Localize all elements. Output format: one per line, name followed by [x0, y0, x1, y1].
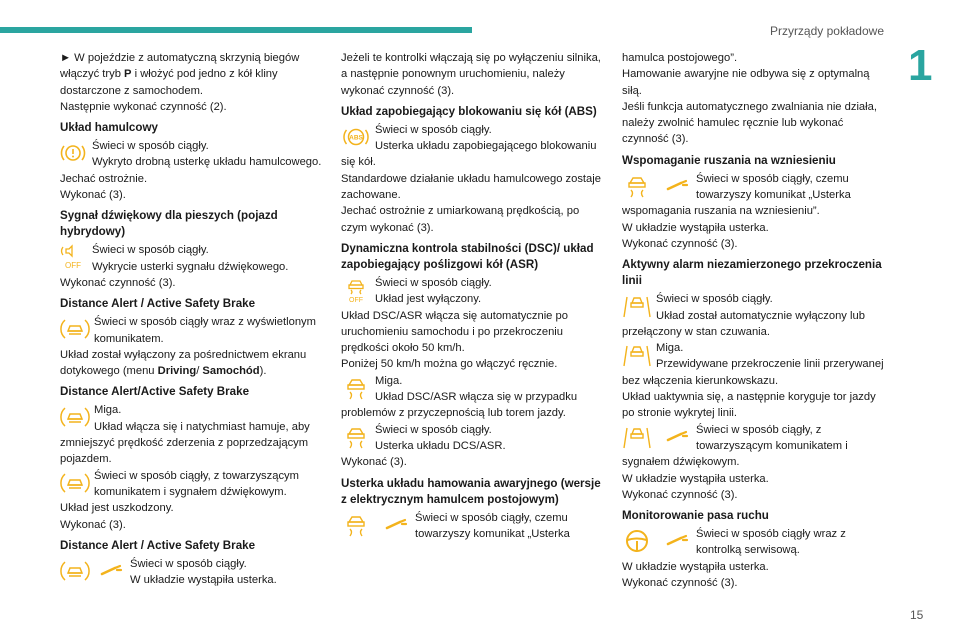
steering-wheel-icon	[622, 528, 652, 554]
entry-text: Świeci w sposób ciągły. Wykryto drobną usterkę układu hamulcowego. Jechać ostrożnie. Wykonać (3).	[60, 140, 322, 202]
lane-departure-icon	[622, 293, 652, 319]
warning-entry	[341, 422, 603, 471]
entry-text: Świeci w sposób ciągły. Wykrycie usterki sygnału dźwiękowego. Wykonać czynność (3).	[60, 244, 289, 289]
page-number: 15	[910, 608, 924, 622]
entry-text: Świeci w sposób ciągły wraz z kontrolką serwisową. W układzie wystąpiła usterka. Wykonać czynność (3).	[622, 528, 846, 590]
header-accent-bar	[0, 27, 472, 33]
section-title: Monitorowanie pasa ruchu	[622, 509, 769, 523]
wrench-icon	[662, 528, 692, 554]
intro-paragraph: hamulca postojowego”. Hamowanie awaryjne nie odbywa się z optymalną siłą. Jeśli funkcja automatycznego zwalniania nie działa, należy zwolnić hamulec ręcznie lub wykonać czynność (3).	[622, 52, 877, 146]
pedestrian-sound-off-icon	[60, 244, 88, 270]
entry-text: Miga. Układ włącza się i natychmiast hamuje, aby zmniejszyć prędkość zderzenia z poprzedzającym pojazdem.	[60, 404, 310, 466]
warning-entry	[622, 291, 884, 340]
distance-alert-icon	[60, 404, 90, 430]
wrench-icon	[381, 512, 411, 538]
distance-alert-icon	[60, 558, 90, 584]
warning-entry	[622, 340, 884, 421]
warning-entry	[341, 275, 603, 373]
warning-entry	[341, 373, 603, 422]
intro-step: Następnie wykonać czynność (2).	[60, 100, 227, 113]
page-header-title: Przyrządy pokładowe	[769, 24, 884, 38]
section-title: Aktywny alarm niezamierzonego przekroczenia linii	[622, 258, 882, 288]
column-1	[60, 50, 322, 588]
entry-text: Świeci w sposób ciągły. Układ jest wyłączony. Układ DSC/ASR włącza się automatycznie po uruchomieniu samochodu i po przekroczeniu prędkości około 50 km/h. Poniżej 50 km/h można go włączyć ręcznie.	[341, 276, 568, 371]
lane-departure-icon	[622, 424, 652, 450]
warning-entry	[622, 526, 884, 591]
svg-text:ABS: ABS	[349, 134, 363, 142]
section-title: Sygnał dźwiękowy dla pieszych (pojazd hybrydowy)	[60, 209, 278, 239]
dsc-icon	[341, 512, 371, 538]
dsc-icon	[341, 424, 371, 450]
section-title: Wspomaganie ruszania na wzniesieniu	[622, 153, 836, 167]
lane-departure-icon	[622, 342, 652, 368]
entry-text: Świeci w sposób ciągły. Usterka układu DCS/ASR. Wykonać (3).	[341, 423, 506, 469]
dsc-icon	[341, 375, 371, 401]
column-3	[622, 50, 884, 591]
distance-alert-icon	[60, 470, 90, 496]
section-title: Usterka układu hamowania awaryjnego (wersje z elektrycznym hamulcem postojowym)	[341, 476, 601, 506]
section-title: Distance Alert/Active Safety Brake	[60, 385, 250, 399]
warning-entry	[622, 171, 884, 252]
column-2	[341, 50, 603, 542]
warning-entry	[341, 510, 603, 543]
entry-text: Świeci w sposób ciągły wraz z wyświetlonym komunikatem. Układ został wyłączony za pośrednictwem ekranu dotykowego (menu Driving/ Samochód).	[60, 316, 316, 378]
entry-text: Miga. Przewidywane przekroczenie linii przerywanej bez włączenia kierunkowskazu. Układ uaktywnia się, a następnie koryguje tor jazdy po stronie wykrytej linii.	[622, 342, 884, 420]
dsc-icon	[622, 173, 652, 199]
distance-alert-icon	[60, 316, 90, 342]
entry-text: Świeci w sposób ciągły, czemu towarzyszy komunikat „Usterka wspomagania ruszania na wzniesieniu”. W układzie wystąpiła usterka. Wykonać czynność (3).	[622, 172, 851, 250]
warning-entry	[60, 242, 322, 291]
svg-text:OFF: OFF	[349, 296, 363, 303]
intro-paragraph: Jeżeli te kontrolki włączają się po wyłączeniu silnika, a następnie ponownym uruchomieniu, należy wykonać czynność (3).	[341, 52, 601, 97]
wrench-icon	[96, 558, 126, 584]
entry-text: Świeci w sposób ciągły. W układzie wystąpiła usterka.	[130, 557, 277, 587]
dsc-off-icon	[341, 277, 371, 303]
warning-entry	[60, 138, 322, 203]
entry-text: Świeci w sposób ciągły. Układ został automatycznie wyłączony lub przełączony w stan czuwania.	[622, 293, 865, 338]
wrench-icon	[662, 173, 692, 199]
abs-icon	[341, 124, 371, 150]
section-title: Dynamiczna kontrola stabilności (DSC)/ układ zapobiegający poślizgowi kół (ASR)	[341, 241, 594, 271]
chapter-number: 1	[908, 41, 933, 90]
warning-entry	[60, 468, 322, 533]
warning-entry	[60, 402, 322, 467]
section-title: Distance Alert / Active Safety Brake	[60, 538, 256, 552]
intro-paragraph: ► W pojeździe z automatyczną skrzynią biegów włączyć tryb P i włożyć pod jedno z kół kliny dostarczone z samochodem.	[60, 52, 300, 97]
warning-entry	[341, 122, 603, 236]
section-title: Distance Alert / Active Safety Brake	[60, 297, 256, 311]
warning-entry	[622, 422, 884, 503]
warning-entry	[60, 556, 322, 589]
entry-text: Świeci w sposób ciągły, z towarzyszącym komunikatem i sygnałem dźwiękowym. W układzie wystąpiła usterka. Wykonać czynność (3).	[622, 423, 848, 501]
warning-entry	[60, 314, 322, 379]
svg-text:OFF: OFF	[65, 261, 81, 271]
entry-text: Świeci w sposób ciągły, czemu towarzyszy komunikat „Usterka	[415, 511, 570, 540]
entry-text: Miga. Układ DSC/ASR włącza się w przypadku problemów z przyczepnością lub torem jazdy.	[341, 374, 578, 420]
wrench-icon	[662, 424, 692, 450]
section-title: Układ hamulcowy	[60, 121, 158, 135]
entry-text: Świeci w sposób ciągły. Usterka układu zapobiegającego blokowaniu się kół. Standardowe działanie układu hamulcowego zostaje zachowane. Jechać ostrożnie z umiarkowaną prędkością, po czym wykonać (3).	[341, 123, 601, 234]
section-title: Układ zapobiegający blokowaniu się kół (ABS)	[341, 104, 597, 118]
entry-text: Świeci w sposób ciągły, z towarzyszącym komunikatem i sygnałem dźwiękowym. Układ jest uszkodzony. Wykonać (3).	[60, 469, 299, 531]
brake-warning-icon	[60, 140, 88, 166]
